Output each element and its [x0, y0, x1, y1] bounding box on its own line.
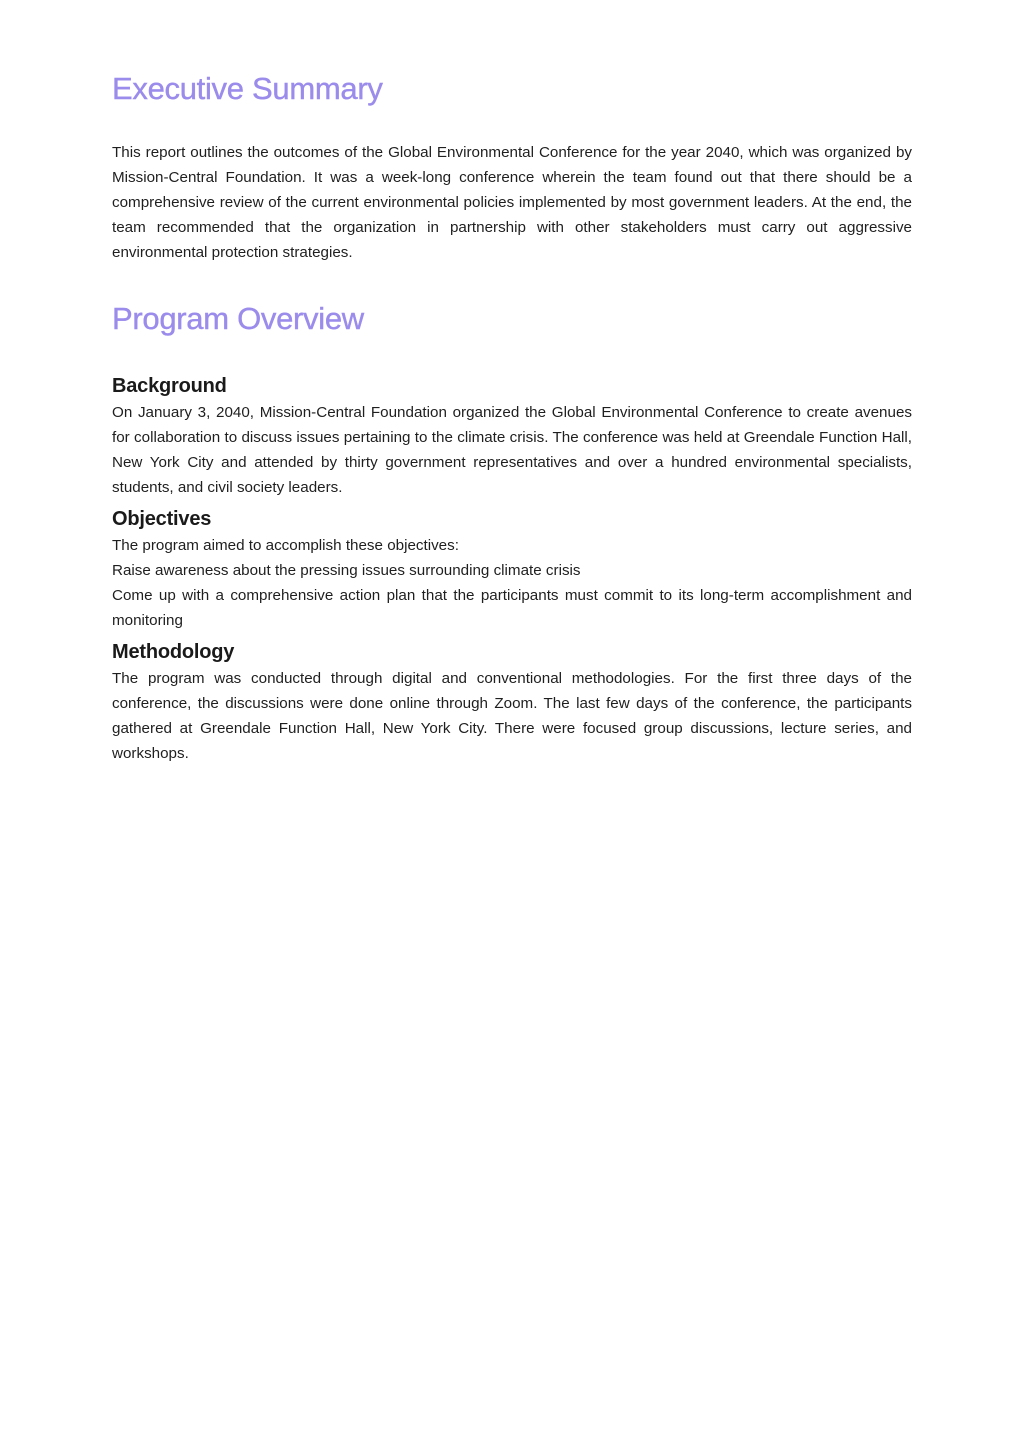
background-heading: Background: [112, 375, 227, 397]
objective-item: Come up with a comprehensive action plan that the participants must commit to its long-term accomplishment and monitoring: [112, 587, 912, 629]
background-section: [112, 372, 912, 500]
executive-summary-title: Executive Summary: [112, 71, 383, 106]
methodology-body: The program was conducted through digital and conventional methodologies. For the first three days of the conference, the discussions were done online through Zoom. The last few days of the conference, the participants gathered at Greendale Function Hall, New York City. There were focused group discussions, lecture series, and workshops.: [112, 670, 912, 762]
executive-summary-body: This report outlines the outcomes of the Global Environmental Conference for the year 2040, which was organized by Mission-Central Foundation. It was a week-long conference wherein the team found out that there should be a comprehensive review of the current environmental policies implemented by most government leaders. At the end, the team recommended that the organization in partnership with other stakeholders must carry out aggressive environmental protection strategies.: [112, 144, 912, 261]
objectives-section: [112, 505, 912, 633]
background-body: On January 3, 2040, Mission-Central Foundation organized the Global Environmental Conference to create avenues for collaboration to discuss issues pertaining to the climate crisis. The conference was held at Greendale Function Hall, New York City and attended by thirty government representatives and over a hundred environmental specialists, students, and civil society leaders.: [112, 404, 912, 496]
methodology-section: [112, 638, 912, 766]
methodology-heading: Methodology: [112, 641, 235, 663]
objectives-intro: The program aimed to accomplish these objectives:: [112, 537, 459, 554]
objective-item: Raise awareness about the pressing issues surrounding climate crisis: [112, 562, 581, 579]
objectives-heading: Objectives: [112, 508, 212, 530]
program-overview-title: Program Overview: [112, 301, 364, 336]
